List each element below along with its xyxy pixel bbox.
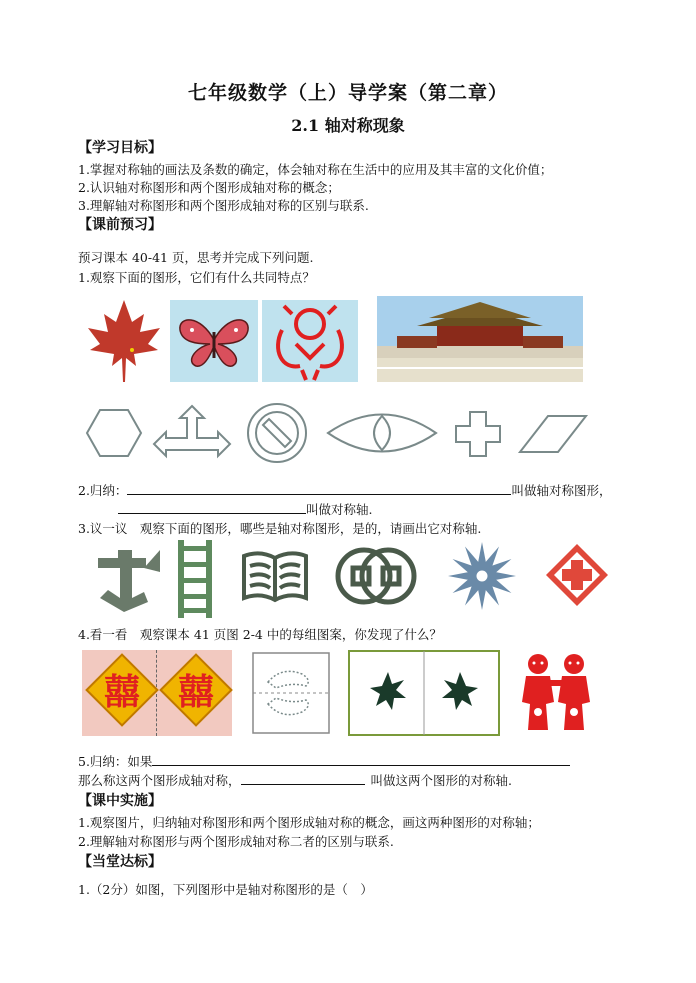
butterfly-image	[170, 300, 258, 382]
answer-blank-pair-axis[interactable]	[241, 770, 365, 785]
book-image	[240, 550, 310, 606]
inclass-1: 1.观察图片，归纳轴对称图形和两个图形成轴对称的概念，画这两种图形的对称轴；	[78, 815, 540, 830]
anchor-image	[88, 546, 162, 616]
hexagon-outline	[86, 408, 142, 458]
preview-intro: 预习课本 40-41 页，思考并完成下列问题.	[78, 250, 314, 265]
answer-blank-definition[interactable]	[127, 480, 511, 495]
arrow-outline	[152, 404, 232, 462]
question-2-prefix: 2.归纳：	[78, 483, 128, 498]
question-5-line2	[78, 770, 512, 789]
question-2-line2	[118, 499, 372, 518]
red-cross-image	[544, 542, 610, 608]
xi-char-right: 囍	[177, 671, 214, 713]
question-5-line1	[78, 751, 570, 770]
section-inclass: 【课中实施】	[78, 793, 162, 809]
section-goals: 【学习目标】	[78, 140, 162, 156]
answer-blank-axis[interactable]	[118, 499, 306, 514]
ink-blot-image	[348, 650, 500, 736]
eye-outline	[326, 410, 438, 456]
footprints-image	[252, 652, 330, 734]
question-2-middle: 叫做轴对称图形，	[511, 483, 612, 498]
paper-cut-image	[262, 300, 358, 382]
question-5-text-a: 那么称这两个图形成轴对称，	[78, 773, 241, 788]
question-3: 3.议一议 观察下面的图形，哪些是轴对称图形，是的，请画出它对称轴.	[78, 521, 482, 536]
question-2-end: 叫做对称轴.	[306, 502, 373, 517]
parallelogram-outline	[518, 414, 588, 454]
goal-3: 3.理解轴对称图形和两个图形成轴对称的区别与联系.	[78, 198, 369, 213]
question-2-line1	[78, 480, 611, 499]
lesson-subtitle: 2.1 轴对称现象	[291, 116, 405, 135]
double-happiness-image	[82, 650, 232, 736]
forbidden-city-photo	[377, 296, 583, 382]
answer-blank-condition[interactable]	[152, 751, 570, 766]
goal-2: 2.认识轴对称图形和两个图形成轴对称的概念；	[78, 180, 340, 195]
goal-1: 1.掌握对称轴的画法及条数的确定，体会轴对称在生活中的应用及其丰富的文化价值；	[78, 162, 553, 177]
section-preview: 【课前预习】	[78, 217, 162, 233]
inclass-2: 2.理解轴对称图形与两个图形成轴对称二者的区别与联系.	[78, 834, 394, 849]
section-test: 【当堂达标】	[78, 854, 162, 870]
coins-image	[334, 544, 418, 608]
maple-leaf-image	[82, 296, 166, 384]
page-title: 七年级数学（上）导学案（第二章）	[187, 82, 508, 104]
question-1: 1.观察下面的图形，它们有什么共同特点？	[78, 270, 315, 285]
question-4: 4.看一看 观察课本 41 页图 2-4 中的每组图案，你发现了什么？	[78, 627, 442, 642]
question-5-text-b: 叫做这两个图形的对称轴.	[370, 773, 512, 788]
ladder-image	[176, 540, 214, 618]
test-question-1: 1.（2分）如图，下列图形中是轴对称图形的是（ ）	[78, 882, 373, 897]
question-5-prefix: 5.归纳：如果	[78, 754, 153, 769]
no-sign-outline	[246, 402, 308, 464]
paper-dolls-image	[520, 650, 592, 734]
flower-image	[446, 540, 518, 612]
xi-char-left: 囍	[103, 671, 140, 713]
cross-outline	[454, 410, 502, 458]
